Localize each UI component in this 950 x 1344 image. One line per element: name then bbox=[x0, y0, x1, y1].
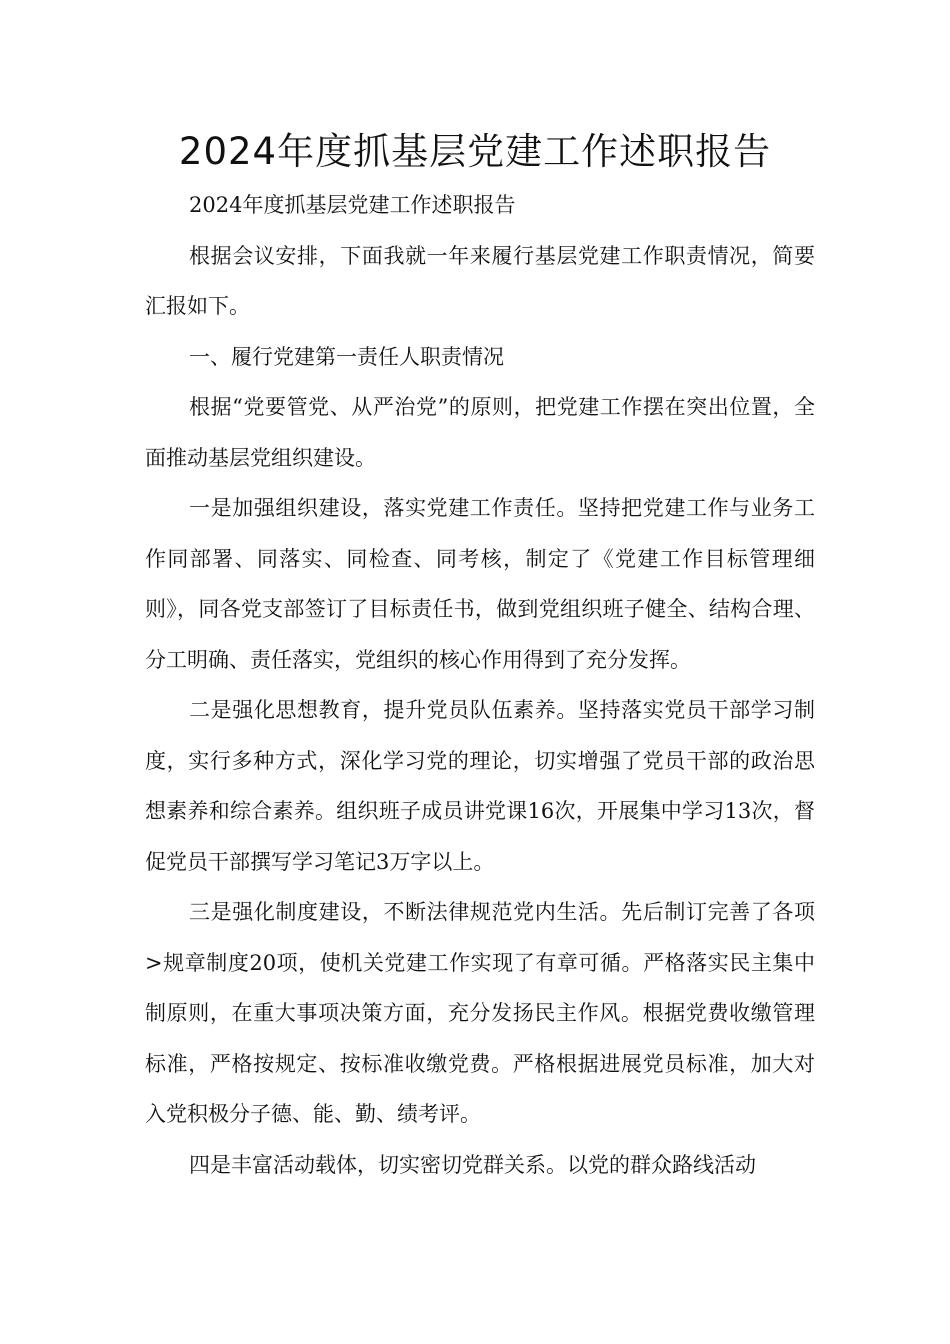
body-paragraph: 三是强化制度建设，不断法律规范党内生活。先后制订完善了各项>规章制度20项，使机关党建工作实现了有章可循。严格落实民主集中制原则，在重大事项决策方面，充分发扬民主作风。根据党费收缴管理标准，严格按规定、按标准收缴党费。严格根据进展党员标准，加大对入党积极分子德、能、勤、绩考评。 bbox=[145, 900, 815, 1126]
body-paragraph: 四是丰富活动载体，切实密切党群关系。以党的群众路线活动 bbox=[189, 1152, 756, 1177]
body-paragraph: 二是强化思想教育，提升党员队伍素养。坚持落实党员干部学习制度，实行多种方式，深化学习党的理论，切实增强了党员干部的政治思想素养和综合素养。组织班子成员讲党课16次，开展集中学习13次，督促党员干部撰写学习笔记3万字以上。 bbox=[145, 698, 815, 874]
document-title: 2024年度抓基层党建工作述职报告 bbox=[178, 130, 772, 173]
document-body bbox=[145, 180, 815, 1190]
section-heading: 一、履行党建第一责任人职责情况 bbox=[189, 344, 504, 369]
subtitle-paragraph: 2024年度抓基层党建工作述职报告 bbox=[189, 193, 516, 217]
intro-paragraph: 根据会议安排，下面我就一年来履行基层党建工作职责情况，简要汇报如下。 bbox=[145, 243, 815, 318]
body-paragraph: 一是加强组织建设，落实党建工作责任。坚持把党建工作与业务工作同部署、同落实、同检查、同考核，制定了《党建工作目标管理细则》，同各党支部签订了目标责任书，做到党组织班子健全、结构合理、分工明确、责任落实，党组织的核心作用得到了充分发挥。 bbox=[145, 496, 815, 672]
body-paragraph: 根据“党要管党、从严治党”的原则，把党建工作摆在突出位置，全面推动基层党组织建设。 bbox=[145, 395, 815, 470]
